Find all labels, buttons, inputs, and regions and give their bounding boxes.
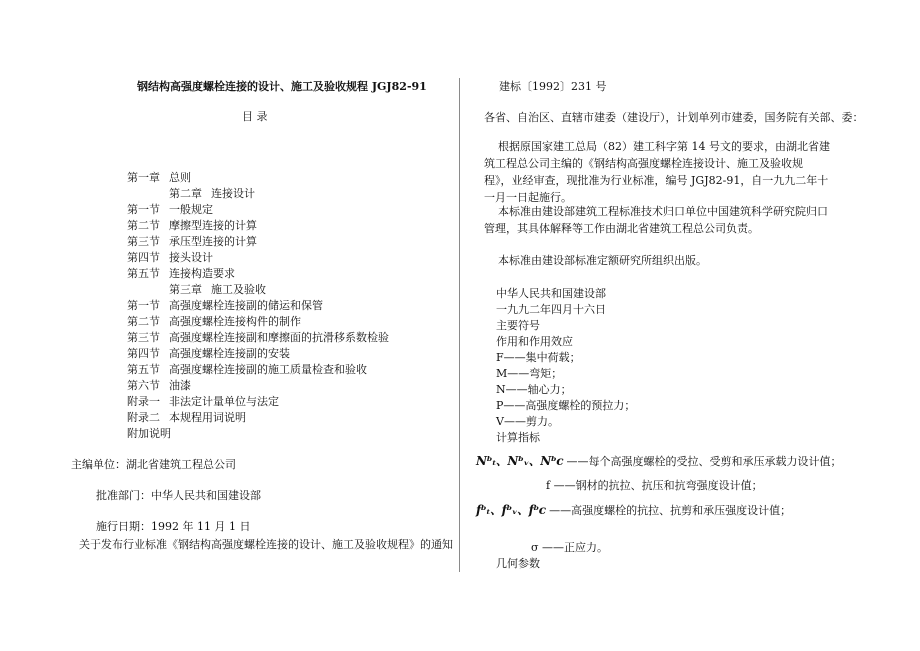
document-number: 建标〔1992〕231 号 (499, 80, 607, 93)
toc-item: 第一节 一般规定 (127, 203, 213, 216)
addressee: 各省、自治区、直辖市建委（建设厅），计划单列市建委，国务院有关部、委： (484, 111, 864, 124)
symbol-item: M——弯矩； (496, 367, 563, 380)
effective-date: 施行日期：1992 年 11 月 1 日 (96, 520, 251, 533)
toc-item: 附加说明 (127, 427, 171, 440)
document-title: 钢结构高强度螺栓连接的设计、施工及验收规程 JGJ82-91 (137, 80, 427, 93)
symbol-item: V——剪力。 (496, 415, 559, 428)
toc-item: 第一节 高强度螺栓连接副的储运和保管 (127, 299, 323, 312)
paragraph-publishing: 本标准由建设部标准定额研究所组织出版。 (498, 254, 707, 267)
f-description: ——高强度螺栓的抗拉、抗剪和承压强度设计值； (549, 504, 792, 517)
notice-title: 关于发布行业标准《钢结构高强度螺栓连接的设计、施工及验收规程》的通知 (79, 538, 453, 551)
paragraph-management: 本标准由建设部建筑工程标准技术归口单位中国建筑科学研究院归口管理，其具体解释等工作由湖北省建筑工程总公司负责。 (484, 205, 828, 235)
symbol-item: P——高强度螺栓的预拉力； (496, 399, 636, 412)
n-description: ——每个高强度螺栓的受拉、受剪和承压承载力设计值； (566, 455, 842, 468)
symbols-title: 主要符号 (496, 319, 540, 332)
bolt-capacity-symbols (476, 454, 842, 468)
geometry-title: 几何参数 (496, 557, 540, 570)
toc-item: 第二章 连接设计 (169, 187, 255, 200)
effects-title: 作用和作用效应 (496, 335, 573, 348)
toc-item: 附录一 非法定计量单位与法定 (127, 395, 279, 408)
issue-date: 一九九二年四月十六日 (496, 303, 606, 316)
steel-strength-symbol: f ——钢材的抗拉、抗压和抗弯强度设计值； (546, 479, 763, 492)
n-symbols: Nᵇₜ、Nᵇᵥ、Nᵇc (476, 454, 564, 468)
symbol-item: N——轴心力； (496, 383, 572, 396)
toc-item: 第四节 高强度螺栓连接副的安装 (127, 347, 290, 360)
toc-item: 第三节 高强度螺栓连接副和摩擦面的抗滑移系数检验 (127, 331, 389, 344)
approval-department: 批准部门：中华人民共和国建设部 (96, 489, 261, 502)
toc-item: 第三节 承压型连接的计算 (127, 235, 257, 248)
toc-item: 第五节 连接构造要求 (127, 267, 235, 280)
column-divider (459, 78, 460, 572)
toc-heading: 目 录 (242, 110, 268, 123)
toc-item: 第一章 总则 (127, 171, 191, 184)
toc-item: 第二节 摩擦型连接的计算 (127, 219, 257, 232)
toc-item: 第四节 接头设计 (127, 251, 213, 264)
paragraph-approval: 根据原国家建工总局（82）建工科字第 14 号文的要求，由湖北省建筑工程总公司主编的《钢结构高强度螺栓连接设计、施工及验收规程》，业经审查，现批准为行业标准，编号 JGJ82-91，自一九九二年十一月一日起施行。 (484, 140, 830, 204)
toc-item: 第二节 高强度螺栓连接构件的制作 (127, 315, 301, 328)
toc-item: 附录二 本规程用词说明 (127, 411, 246, 424)
bolt-strength-symbols (476, 503, 791, 517)
f-symbols: fᵇₜ、fᵇᵥ、fᵇc (476, 503, 546, 517)
toc-item: 第六节 油漆 (127, 379, 191, 392)
toc-item: 第三章 施工及验收 (169, 283, 266, 296)
normal-stress-symbol: σ ——正应力。 (531, 541, 609, 554)
symbol-item: F——集中荷载； (496, 351, 581, 364)
calc-title: 计算指标 (496, 431, 540, 444)
issuer: 中华人民共和国建设部 (496, 287, 606, 300)
toc-item: 第五节 高强度螺栓连接副的施工质量检查和验收 (127, 363, 367, 376)
chief-editing-unit: 主编单位：湖北省建筑工程总公司 (71, 458, 236, 471)
